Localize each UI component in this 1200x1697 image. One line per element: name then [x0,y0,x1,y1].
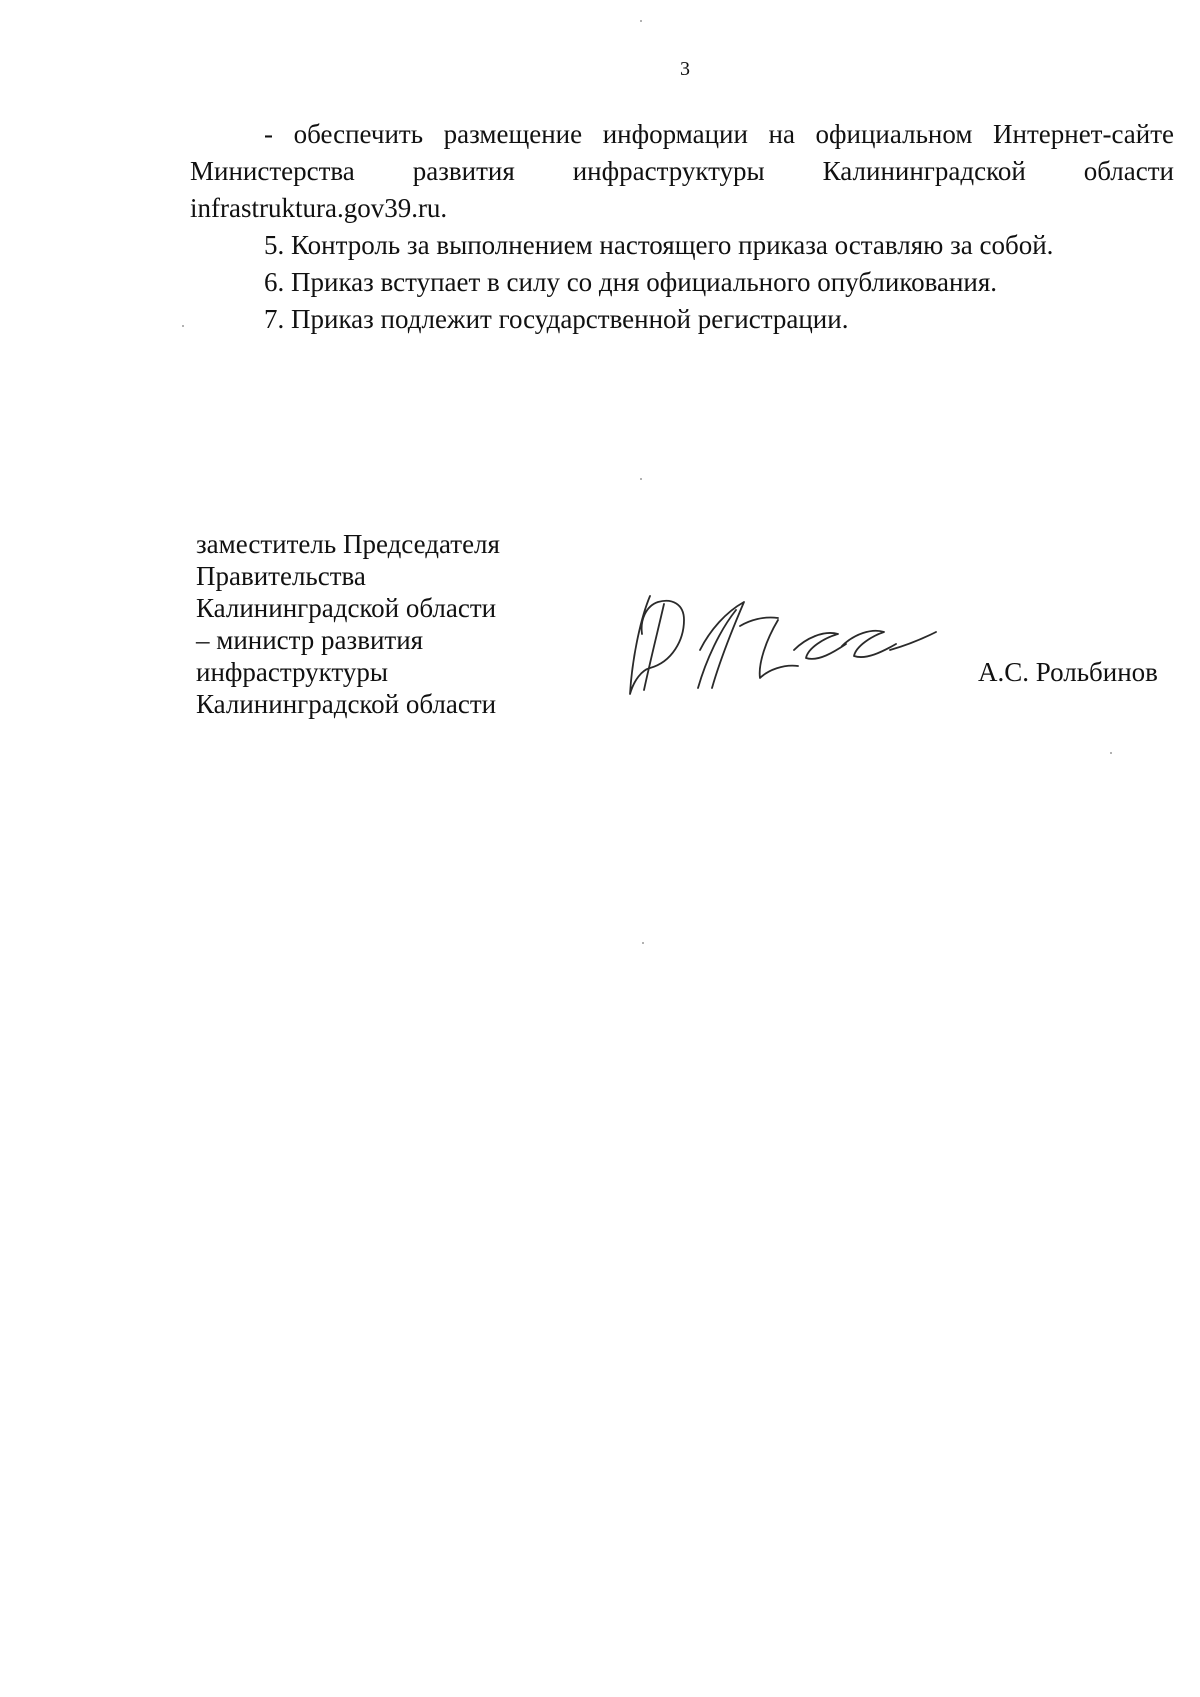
handwritten-signature [628,590,948,710]
scan-artifact [642,942,644,944]
document-body [190,116,1174,338]
paragraph-registration: 7. Приказ подлежит государственной регистрации. [264,304,849,334]
signer-name: А.С. Рольбинов [978,657,1158,687]
position-line: – министр развития [196,625,424,655]
scan-artifact [182,325,184,327]
position-line: инфраструктуры [196,657,388,687]
position-line: Правительства [196,561,366,591]
scan-artifact [1110,752,1112,754]
page-number: 3 [680,58,690,80]
scan-artifact [640,20,642,22]
signatory-position [196,528,556,720]
scan-artifact [640,478,642,480]
paragraph-entry-into-force: 6. Приказ вступает в силу со дня официального опубликования. [264,267,998,297]
position-line: Калининградской области [196,593,497,623]
position-line: Калининградской области [196,689,497,719]
paragraph-control: 5. Контроль за выполнением настоящего приказа оставляю за собой. [264,230,1054,260]
position-line: заместитель Председателя [196,529,500,559]
paragraph-website-publication: - обеспечить размещение информации на официальном Интернет-сайте Министерства развития инфраструктуры Калининградской области infrastruktura.gov39.ru. [190,119,1174,223]
